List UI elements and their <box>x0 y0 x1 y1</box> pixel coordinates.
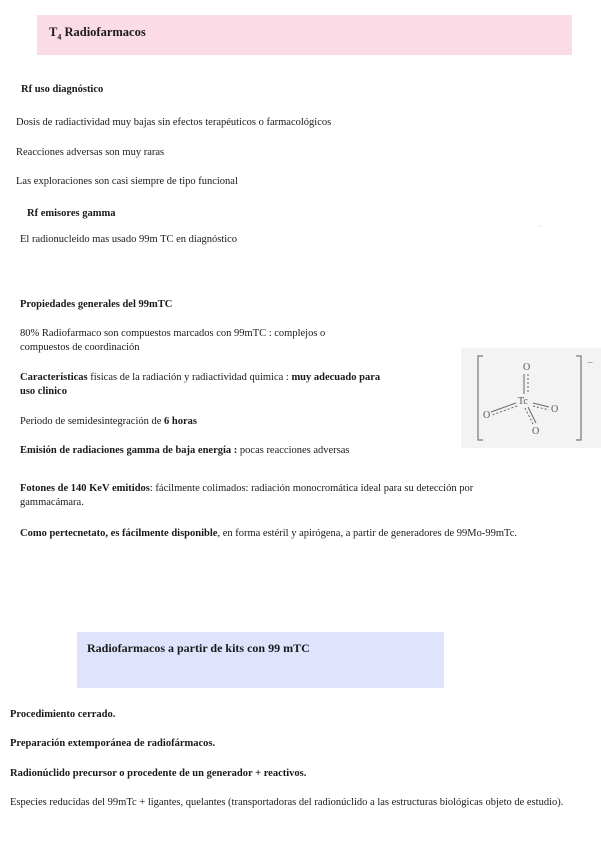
title-banner <box>37 15 572 55</box>
paragraph: Reacciones adversas son muy raras <box>16 147 165 158</box>
paragraph: El radionucleido mas usado 99m TC en diagnóstico <box>20 234 238 245</box>
paragraph-fotones: Fotones de 140 KeV emitidos: fácilmente colimados: radiación monocromática ideal para su detección por gammacámara. <box>20 483 474 509</box>
paragraph-pertecnetato: Como pertecnetato, es fácilmente disponible, en forma estéril y apirógena, a partir de generadores de 99Mo-99mTc. <box>20 528 518 539</box>
paragraph-caracteristicas: Características físicas de la radiación y radiactividad quimica : muy adecuado para uso clinico <box>20 372 381 398</box>
list-item: Procedimiento cerrado. <box>10 709 116 720</box>
oxygen-bottom: O <box>532 426 540 437</box>
oxygen-left: O <box>483 410 491 421</box>
heading-rf-diagnostico: Rf uso diagnóstico <box>21 84 104 95</box>
paragraph: Especies reducidas del 99mTc + ligantes, quelantes (transportadoras del radionúclido a las estructuras biológicas objeto de estudio). <box>10 797 564 808</box>
kit-title: Radiofarmacos a partir de kits con 99 mTC <box>87 641 310 655</box>
charge-label: − <box>587 357 594 369</box>
paragraph-emision: Emisión de radiaciones gamma de baja energía : pocas reacciones adversas <box>20 445 350 456</box>
heading-rf-gamma: Rf emisores gamma <box>27 208 116 219</box>
stray-mark: · <box>539 222 542 231</box>
paragraph: Dosis de radiactividad muy bajas sin efectos terapéuticos o farmacológicos <box>16 117 332 128</box>
oxygen-right: O <box>551 404 559 415</box>
paragraph: 80% Radiofarmaco son compuestos marcados con 99mTC : complejos o compuestos de coordinación <box>20 328 326 354</box>
technetium-label: Tc <box>518 396 528 407</box>
kit-banner <box>77 632 444 688</box>
pertechnetate-diagram <box>461 348 601 448</box>
list-item: Preparación extemporánea de radiofármacos. <box>10 738 216 749</box>
heading-propiedades: Propiedades generales del 99mTC <box>20 299 173 310</box>
list-item: Radionúclido precursor o procedente de un generador + reactivos. <box>10 768 307 779</box>
pertechnetate-structure <box>461 348 601 448</box>
oxygen-top: O <box>523 362 531 373</box>
paragraph: Las exploraciones son casi siempre de tipo funcional <box>16 176 238 187</box>
page-title: $T_4$ Radiofarmacos <box>49 25 146 42</box>
paragraph-periodo: Periodo de semidesintegración de 6 horas <box>20 416 198 427</box>
